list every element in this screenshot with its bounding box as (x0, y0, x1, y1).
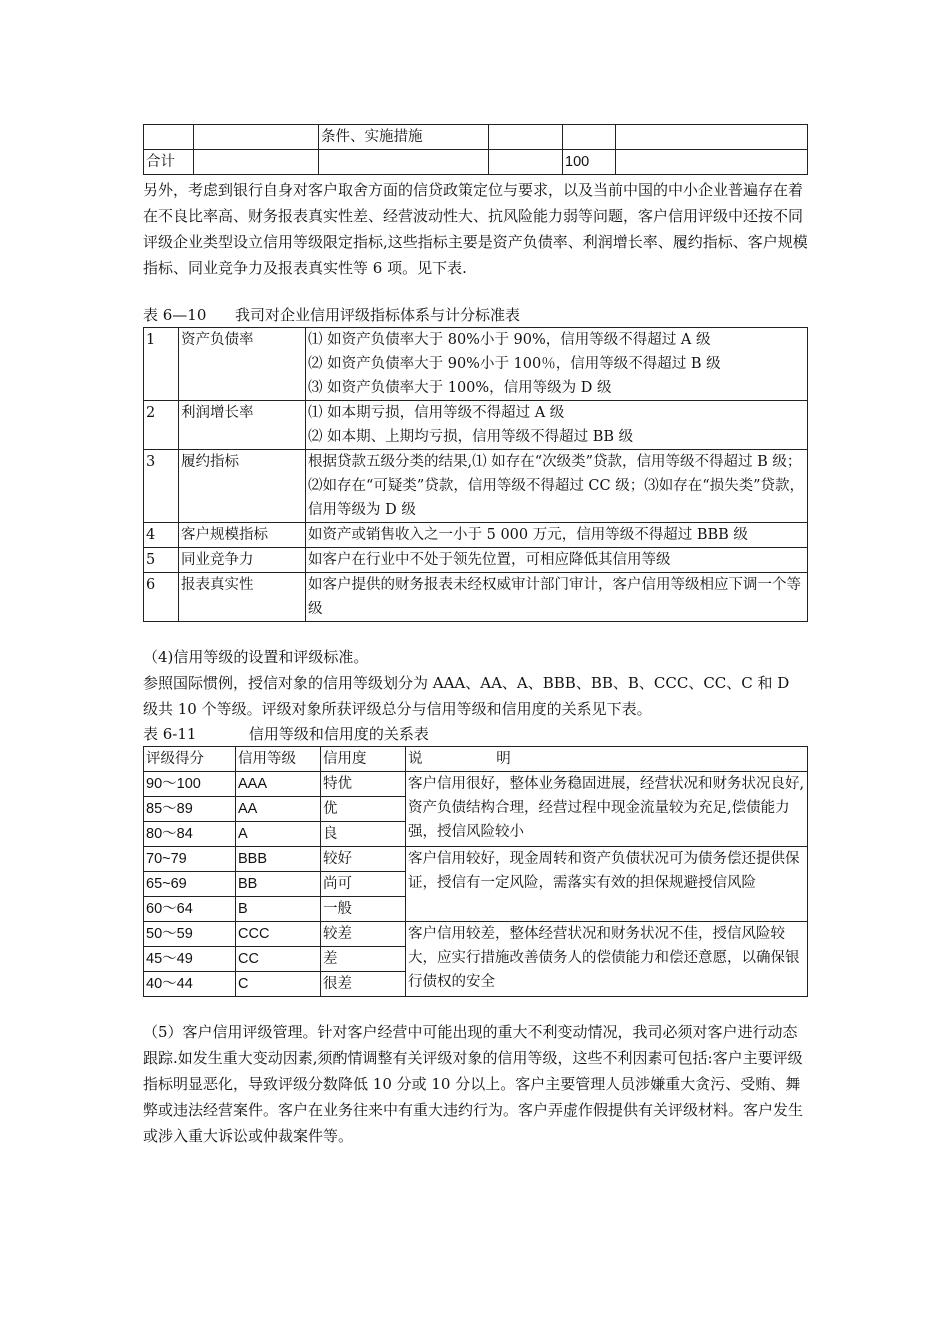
table1-caption: 表 6—10 我司对企业信用评级指标体系与计分标准表 (143, 306, 521, 324)
score-cell: 80～84 (144, 822, 236, 847)
level-cell: 优 (321, 797, 406, 822)
table-row (144, 523, 808, 548)
level-cell: 较差 (321, 922, 406, 947)
row-number: 3 (144, 450, 179, 523)
table-cell (563, 125, 616, 150)
level-cell: 特优 (321, 772, 406, 797)
indicator-name: 资产负债率 (179, 328, 306, 401)
table-top (143, 124, 808, 175)
row-number: 1 (144, 328, 179, 401)
table-row (144, 450, 808, 523)
description-cell: 客户信用较好，现金周转和资产负债状况可为债务偿还提供保证，授信有一定风险，需落实有效的担保规避授信风险 (406, 847, 808, 922)
indicator-name: 同业竞争力 (179, 548, 306, 573)
table-row (144, 150, 808, 175)
level-cell: 尚可 (321, 872, 406, 897)
table-cell (194, 125, 319, 150)
level-cell: 良 (321, 822, 406, 847)
grade-cell: AA (236, 797, 321, 822)
table-row (144, 922, 808, 947)
table2-caption: 表 6-11 信用等级和信用度的关系表 (143, 725, 429, 743)
indicator-name: 履约指标 (179, 450, 306, 523)
score-cell: 60～64 (144, 897, 236, 922)
grade-cell: BB (236, 872, 321, 897)
table-cell: 100 (563, 150, 616, 175)
row-number: 5 (144, 548, 179, 573)
section4-text: 参照国际惯例，授信对象的信用等级划分为 AAA、AA、A、BBB、BB、B、CCC、CC、C 和 D 级共 10 个等级。评级对象所获评级总分与信用等级和信用度的关系见下表。 (143, 674, 790, 718)
level-cell: 一般 (321, 897, 406, 922)
section5-paragraph: （5）客户信用评级管理。针对客户经营中可能出现的重大不利变动情况，我司必须对客户进行动态跟踪.如发生重大变动因素,须酌情调整有关评级对象的信用等级，这些不利因素可包括:客户主要评级指标明显恶化，导致评级分数降低 10 分或 10 分以上。客户主要管理人员涉嫌重大贪污、受贿、舞弊或违法经营案件。客户在业务往来中有重大违约行为。客户弄虚作假提供有关评级材料。客户发生或涉入重大诉讼或仲裁案件等。 (143, 1023, 804, 1145)
indicator-rule: 如资产或销售收入之一小于 5 000 万元，信用等级不得超过 BBB 级 (306, 523, 808, 548)
table-cell (616, 125, 808, 150)
table-row (144, 548, 808, 573)
table-header-row (144, 747, 808, 772)
grade-cell: A (236, 822, 321, 847)
grade-cell: C (236, 972, 321, 997)
column-header: 说 明 (406, 747, 808, 772)
grade-cell: CC (236, 947, 321, 972)
indicator-name: 利润增长率 (179, 401, 306, 450)
table-cell (144, 125, 194, 150)
grade-cell: BBB (236, 847, 321, 872)
document-page (143, 124, 808, 1149)
level-cell: 很差 (321, 972, 406, 997)
grade-cell: AAA (236, 772, 321, 797)
indicator-rule: 如客户在行业中不处于领先位置，可相应降低其信用等级 (306, 548, 808, 573)
table-row (144, 328, 808, 401)
indicator-rule: 根据贷款五级分类的结果,⑴ 如存在“次级类”贷款，信用等级不得超过 B 级；⑵如存在“可疑类”贷款，信用等级不得超过 CC 级；⑶如存在“损失类”贷款，信用等级为 D 级 (306, 450, 808, 523)
score-cell: 85～89 (144, 797, 236, 822)
score-cell: 65~69 (144, 872, 236, 897)
score-cell: 40～44 (144, 972, 236, 997)
indicator-name: 客户规模指标 (179, 523, 306, 548)
table-cell (319, 150, 489, 175)
table-credit-indicators (143, 327, 808, 622)
row-number: 6 (144, 573, 179, 622)
score-cell: 45～49 (144, 947, 236, 972)
level-cell: 差 (321, 947, 406, 972)
row-number: 4 (144, 523, 179, 548)
table-cell (489, 125, 563, 150)
row-number: 2 (144, 401, 179, 450)
indicator-rule: ⑴ 如本期亏损，信用等级不得超过 A 级 ⑵ 如本期、上期均亏损，信用等级不得超过 BB 级 (306, 401, 808, 450)
table-row (144, 847, 808, 872)
table-row (144, 125, 808, 150)
column-header: 信用度 (321, 747, 406, 772)
description-cell: 客户信用很好，整体业务稳固进展，经营状况和财务状况良好,资产负债结构合理，经营过程中现金流量较为充足,偿债能力强，授信风险较小 (406, 772, 808, 847)
level-cell: 较好 (321, 847, 406, 872)
table-cell: 合计 (144, 150, 194, 175)
table-cell (194, 150, 319, 175)
indicator-rule: 如客户提供的财务报表未经权威审计部门审计，客户信用等级相应下调一个等级 (306, 573, 808, 622)
score-cell: 70~79 (144, 847, 236, 872)
score-cell: 90～100 (144, 772, 236, 797)
column-header: 评级得分 (144, 747, 236, 772)
paragraph-intro: 另外，考虑到银行自身对客户取舍方面的信贷政策定位与要求，以及当前中国的中小企业普遍存在着在不良比率高、财务报表真实性差、经营波动性大、抗风险能力弱等问题，客户信用评级中还按不同评级企业类型设立信用等级限定指标,这些指标主要是资产负债率、利润增长率、履约指标、客户规模指标、同业竞争力及报表真实性等 6 项。见下表. (143, 181, 808, 277)
table-row (144, 772, 808, 797)
indicator-rule: ⑴ 如资产负债率大于 80%小于 90%，信用等级不得超过 A 级 ⑵ 如资产负债率大于 90%小于 100％，信用等级不得超过 B 级 ⑶ 如资产负债率大于 100%，信用等级为 D 级 (306, 328, 808, 401)
grade-cell: B (236, 897, 321, 922)
table-cell (489, 150, 563, 175)
table-row (144, 573, 808, 622)
table-cell (616, 150, 808, 175)
indicator-name: 报表真实性 (179, 573, 306, 622)
table-cell: 条件、实施措施 (319, 125, 489, 150)
score-cell: 50～59 (144, 922, 236, 947)
grade-cell: CCC (236, 922, 321, 947)
table-row (144, 401, 808, 450)
description-cell: 客户信用较差，整体经营状况和财务状况不佳，授信风险较大，应实行措施改善债务人的偿债能力和偿还意愿，以确保银行债权的安全 (406, 922, 808, 997)
column-header: 信用等级 (236, 747, 321, 772)
section4-title: （4)信用等级的设置和评级标准。 (143, 648, 369, 666)
table-credit-levels (143, 746, 808, 997)
